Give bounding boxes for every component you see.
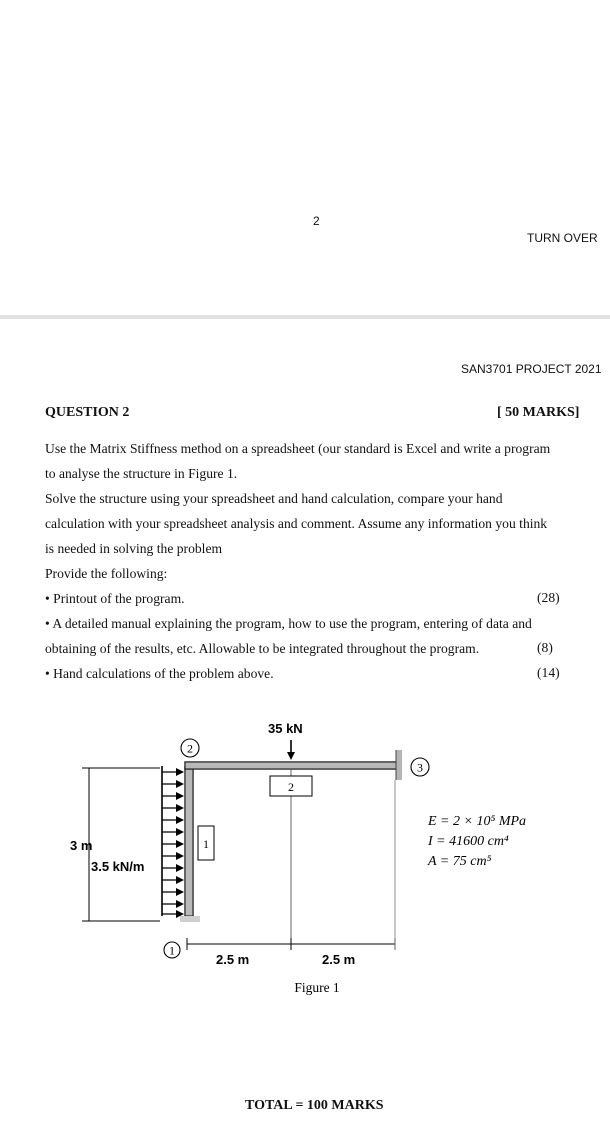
height-dimension — [82, 768, 160, 921]
node-2-label: 2 — [187, 741, 193, 756]
fixed-support-1 — [180, 916, 200, 922]
page-separator — [0, 315, 610, 319]
property-A: A = 75 cm⁵ — [428, 854, 492, 869]
member-1-label: 1 — [203, 837, 209, 851]
question-marks: [ 50 MARKS] — [497, 405, 580, 420]
list-item-marks: (14) — [537, 665, 560, 680]
fixed-support-3 — [396, 750, 402, 780]
span-left-label: 2.5 m — [216, 952, 250, 967]
distributed-load — [162, 766, 184, 918]
beam-member — [185, 762, 397, 769]
question-line: Use the Matrix Stiffness method on a spreadsheet (our standard is Excel and write a program — [45, 441, 551, 456]
column-member — [185, 767, 193, 916]
height-label: 3 m — [70, 838, 93, 853]
list-item: • Hand calculations of the problem above. — [45, 666, 274, 681]
list-item-marks: (8) — [537, 640, 553, 655]
list-item: obtaining of the results, etc. Allowable to be integrated throughout the program. — [45, 641, 480, 656]
turn-over: TURN OVER — [527, 231, 598, 245]
project-code: SAN3701 PROJECT 2021 — [461, 362, 602, 376]
distributed-load-label: 3.5 kN/m — [91, 859, 145, 874]
node-3-label: 3 — [417, 760, 423, 775]
member-2-label: 2 — [288, 780, 294, 794]
property-E: E = 2 × 10⁵ MPa — [428, 814, 527, 829]
figure-caption: Figure 1 — [294, 980, 340, 995]
question-title: QUESTION 2 — [45, 405, 130, 420]
list-item-marks: (28) — [537, 590, 560, 605]
point-load-arrowhead — [287, 752, 295, 760]
span-right-label: 2.5 m — [322, 952, 356, 967]
total-marks: TOTAL = 100 MARKS — [245, 1098, 384, 1113]
list-item: • A detailed manual explaining the program, how to use the program, entering of data and — [45, 616, 532, 631]
list-item: • Printout of the program. — [45, 591, 185, 606]
question-line: is needed in solving the problem — [45, 541, 223, 556]
structure-figure — [0, 700, 610, 1010]
question-line: Solve the structure using your spreadsheet and hand calculation, compare your hand — [45, 491, 503, 506]
point-load-label: 35 kN — [268, 721, 303, 736]
page-number: 2 — [313, 214, 320, 228]
question-line: Provide the following: — [45, 566, 168, 581]
question-line: to analyse the structure in Figure 1. — [45, 466, 238, 481]
property-I: I = 41600 cm⁴ — [428, 834, 509, 849]
node-1-label: 1 — [169, 943, 175, 958]
question-line: calculation with your spreadsheet analysis and comment. Assume any information you think — [45, 516, 548, 531]
